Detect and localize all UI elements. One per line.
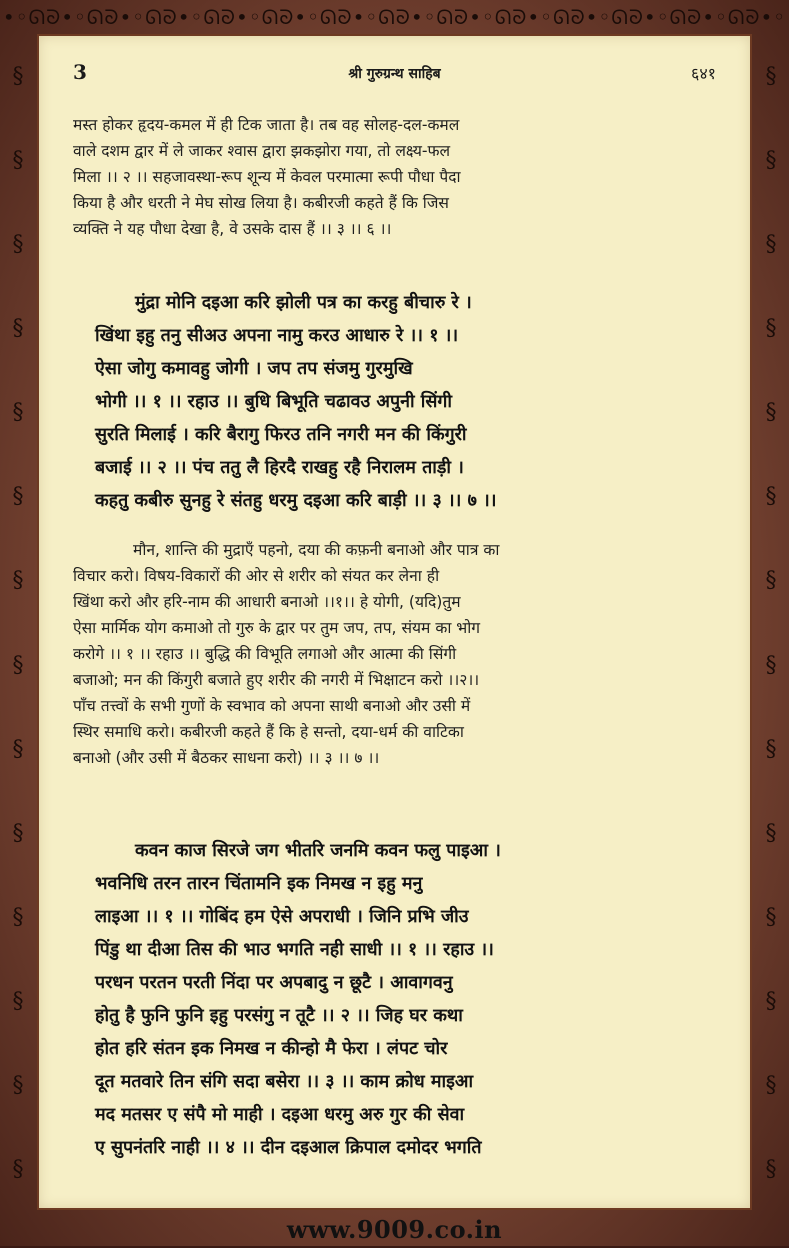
verse-line: ए सुपनंतरि नाही ।। ४ ।। दीन दइआल क्रिपाल दमोदर भगति	[95, 1137, 482, 1158]
explanation-paragraph-1	[73, 112, 722, 242]
verse-line: मद मतसर ए संपै मो माही । दइआ धरमु अरु गुर की सेवा	[95, 1104, 465, 1125]
page-number: 3	[73, 60, 87, 84]
text-line: वाले दशम द्वार में ले जाकर श्वास द्वारा झकझोरा गया, तो लक्ष्य-फल	[73, 142, 451, 160]
verse-line: सुरति मिलाई । करि बैरागु फिरउ तनि नगरी मन की किंगुरी	[95, 424, 467, 445]
text-line: मौन, शान्ति की मुद्राएँ पहनो, दया की कफ़नी बनाओ और पात्र का	[133, 541, 500, 559]
border-top-ornament: •◦ᘏᘐ•◦ᘏᘐ•◦ᘏᘐ•◦ᘏᘐ•◦ᘏᘐ•◦ᘏᘐ•◦ᘏᘐ•◦ᘏᘐ•◦ᘏᘐ•◦ᘏᘐ•◦ᘏᘐ•◦ᘏᘐ•◦ᘏᘐ•◦	[2, 5, 787, 29]
verse-line: होत हरि संतन इक निमख न कीन्हो मै फेरा । लंपट चोर	[95, 1038, 448, 1059]
text-line: खिंथा करो और हरि-नाम की आधारी बनाओ ।।१।। हे योगी, (यदि)तुम	[73, 593, 461, 611]
text-line: पाँच तत्त्वों के सभी गुणों के स्वभाव को अपना साथी बनाओ और उसी में	[73, 697, 471, 715]
verse-block-1	[95, 286, 722, 517]
text-line: ऐसा मार्मिक योग कमाओ तो गुरु के द्वार पर तुम जप, तप, संयम का भोग	[73, 619, 481, 637]
site-watermark: www.9009.co.in	[286, 1215, 503, 1244]
page-title: श्री गुरुग्रन्थ साहिब	[348, 66, 441, 82]
verse-line: भवनिधि तरन तारन चिंतामनि इक निमख न इहु मनु	[95, 873, 423, 894]
verse-line: मुंद्रा मोनि दइआ करि झोली पत्र का करहु बीचारु रे ।	[135, 292, 472, 313]
verse-line: पिंडु था दीआ तिस की भाउ भगति नही साधी ।। १ ।। रहाउ ।।	[95, 939, 494, 960]
explanation-paragraph-2	[73, 537, 722, 771]
text-line: किया है और धरती ने मेघ सोख लिया है। कबीरजी कहते हैं कि जिस	[73, 194, 449, 212]
verse-line: परधन परतन परती निंदा पर अपबादु न छूटै । आवागवनु	[95, 972, 453, 993]
scripture-page	[37, 34, 752, 1210]
text-line: व्यक्ति ने यह पौधा देखा है, वे उसके दास हैं ।। ३ ।। ६ ।।	[73, 220, 392, 238]
verse-line: लाइआ ।। १ ।। गोबिंद हम ऐसे अपराधी । जिनि प्रभि जीउ	[95, 906, 469, 927]
verse-line: कवन काज सिरजे जग भीतरि जनमि कवन फलु पाइआ ।	[135, 840, 501, 861]
verse-line: भोगी ।। १ ।। रहाउ ।। बुधि बिभूति चढावउ अपुनी सिंगी	[95, 391, 453, 412]
text-line: मस्त होकर हृदय-कमल में ही टिक जाता है। तब वह सोलह-दल-कमल	[73, 116, 460, 134]
page-number-devanagari: ६४१	[691, 64, 716, 83]
text-line: विचार करो। विषय-विकारों की ओर से शरीर को संयत कर लेना ही	[73, 567, 440, 585]
text-line: करोगे ।। १ ।। रहाउ ।। बुद्धि की विभूति लगाओ और आत्मा की सिंगी	[73, 645, 457, 663]
verse-line: बजाई ।। २ ।। पंच ततु लै हिरदै राखहु रहै निरालम ताड़ी ।	[95, 457, 464, 478]
verse-block-2	[95, 834, 722, 1164]
page-header	[73, 60, 716, 88]
verse-line: होतु है फुनि फुनि इहु परसंगु न तूटै ।। २ ।। जिह घर कथा	[95, 1005, 463, 1026]
verse-line: ऐसा जोगु कमावहु जोगी । जप तप संजमु गुरमुखि	[95, 358, 413, 379]
text-line: बनाओ (और उसी में बैठकर साधना करो) ।। ३ ।। ७ ।।	[73, 749, 380, 767]
border-left-ornament: § § § § § § § § § § § § § §	[12, 63, 24, 1183]
verse-line: दूत मतवारे तिन संगि सदा बसेरा ।। ३ ।। काम क्रोध माइआ	[95, 1071, 474, 1092]
text-line: स्थिर समाधि करो। कबीरजी कहते हैं कि हे सन्तो, दया-धर्म की वाटिका	[73, 723, 464, 741]
border-right-ornament: § § § § § § § § § § § § § §	[765, 63, 777, 1183]
verse-line: खिंथा इहु तनु सीअउ अपना नामु करउ आधारु रे ।। १ ।।	[95, 325, 459, 346]
verse-line: कहतु कबीरु सुनहु रे संतहु धरमु दइआ करि बाड़ी ।। ३ ।। ७ ।।	[95, 490, 497, 511]
text-line: मिला ।। २ ।। सहजावस्था-रूप शून्य में केवल परमात्मा रूपी पौधा पैदा	[73, 168, 461, 186]
text-line: बजाओ; मन की किंगुरी बजाते हुए शरीर की नगरी में भिक्षाटन करो ।।२।।	[73, 671, 480, 689]
